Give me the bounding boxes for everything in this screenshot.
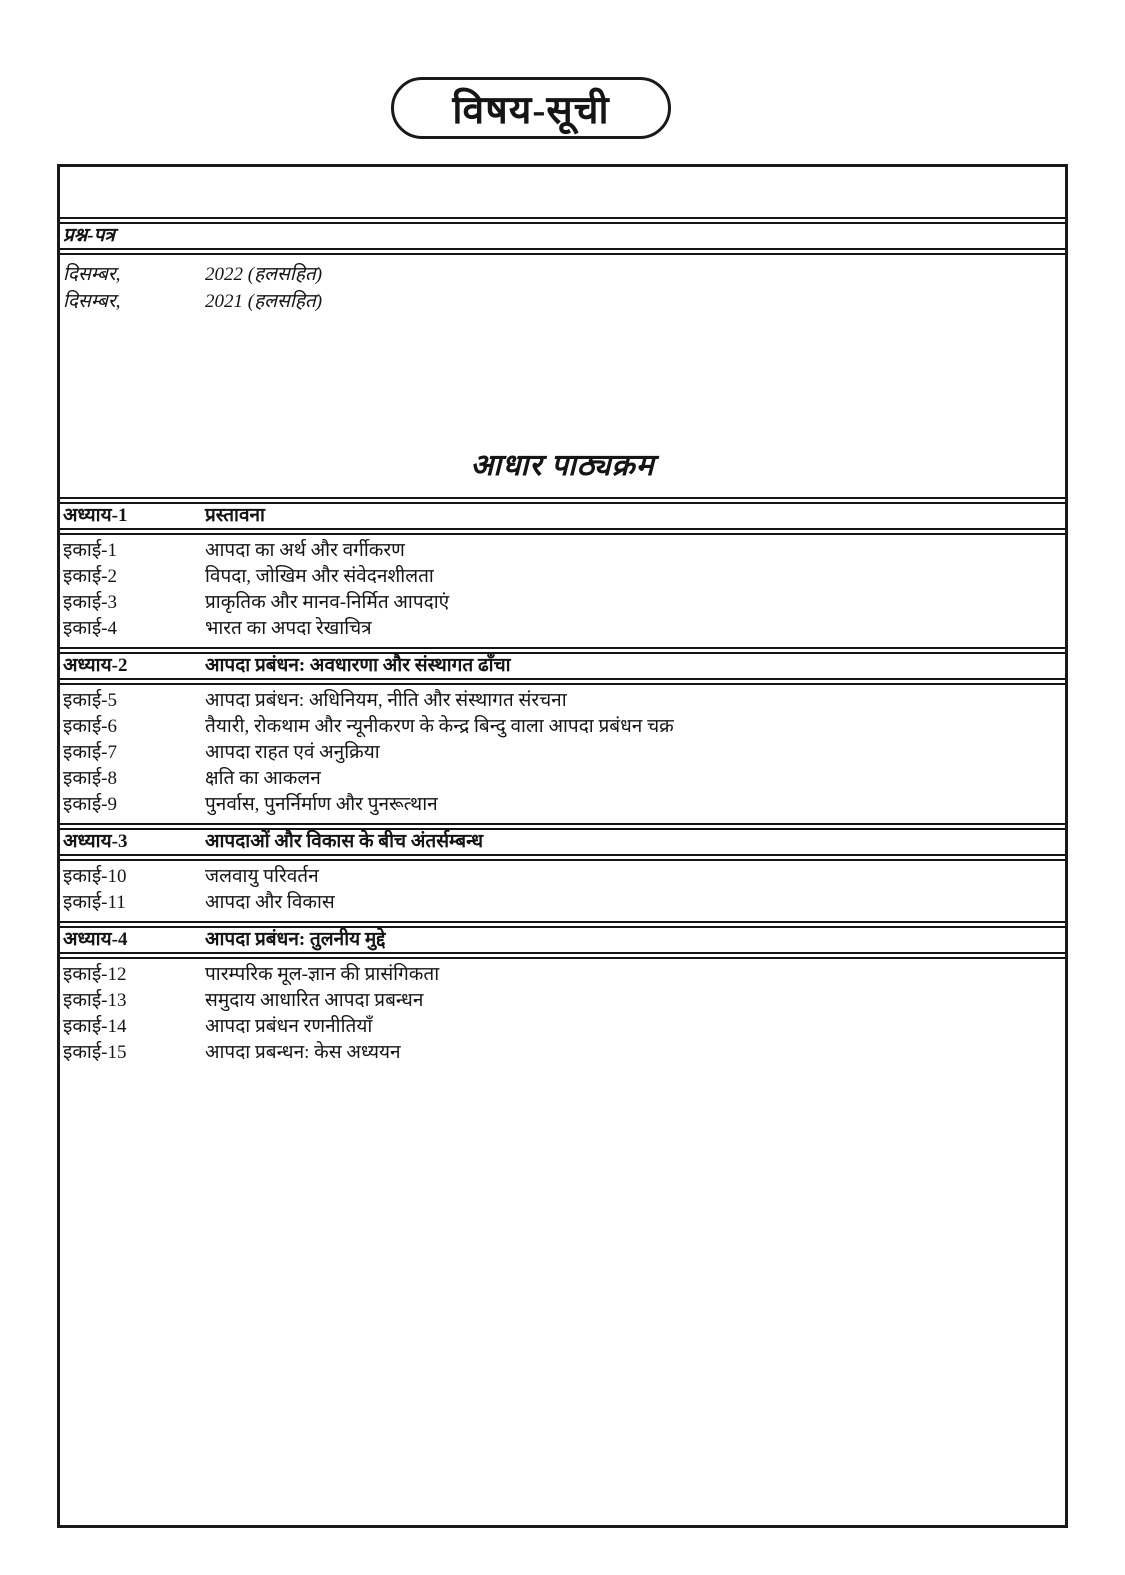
- unit-number: इकाई-2: [63, 566, 117, 587]
- unit-row: [60, 740, 1065, 766]
- paper-year-value: 2022 (हलसहित): [205, 264, 323, 285]
- unit-number: इकाई-6: [63, 716, 117, 737]
- chapter-number: अध्याय-1: [63, 505, 128, 526]
- unit-list: [60, 959, 1065, 1071]
- unit-title: जलवायु परिवर्तन: [205, 866, 319, 887]
- paper-year-value: 2021 (हलसहित): [205, 291, 323, 312]
- unit-title: विपदा, जोखिम और संवेदनशीलता: [205, 566, 434, 587]
- unit-row: [60, 962, 1065, 988]
- unit-number: इकाई-12: [63, 964, 127, 985]
- course-heading: आधार पाठ्यक्रम: [470, 449, 655, 482]
- unit-list: [60, 861, 1065, 921]
- unit-number: इकाई-13: [63, 990, 127, 1011]
- unit-row: [60, 1040, 1065, 1066]
- unit-title: भारत का अपदा रेखाचित्र: [205, 618, 372, 639]
- unit-title: आपदा और विकास: [205, 892, 335, 913]
- paper-month-label: दिसम्बर,: [63, 291, 121, 312]
- unit-number: इकाई-5: [63, 690, 117, 711]
- chapter-title: आपदा प्रबंधन: अवधारणा और संस्थागत ढाँचा: [205, 655, 511, 676]
- unit-row: [60, 714, 1065, 740]
- unit-row: [60, 766, 1065, 792]
- unit-number: इकाई-9: [63, 794, 117, 815]
- contents-box: [57, 164, 1068, 1528]
- chapter-number: अध्याय-2: [63, 655, 128, 676]
- chapter-section: [60, 921, 1065, 1071]
- unit-row: [60, 1014, 1065, 1040]
- chapter-title: आपदाओं और विकास के बीच अंतर्सम्बन्ध: [205, 831, 484, 852]
- unit-row: [60, 988, 1065, 1014]
- chapter-title: आपदा प्रबंधन: तुलनीय मुद्दे: [205, 929, 386, 950]
- page-title-badge: [391, 77, 671, 139]
- double-rule: [60, 528, 1065, 535]
- empty-header-band: [60, 167, 1065, 217]
- unit-title: पुनर्वास, पुनर्निर्माण और पुनरूत्थान: [205, 794, 438, 815]
- double-rule: [60, 952, 1065, 959]
- unit-number: इकाई-14: [63, 1016, 127, 1037]
- unit-number: इकाई-4: [63, 618, 117, 639]
- unit-row: [60, 890, 1065, 916]
- chapter-header-row: [60, 830, 1065, 854]
- unit-row: [60, 688, 1065, 714]
- question-papers-header: प्रश्न-पत्र: [63, 225, 115, 246]
- question-papers-list: [60, 255, 1065, 315]
- double-rule: [60, 854, 1065, 861]
- unit-title: आपदा प्रबंधन: अधिनियम, नीति और संस्थागत संरचना: [205, 690, 567, 711]
- chapter-header-row: [60, 504, 1065, 528]
- double-rule: [60, 248, 1065, 255]
- unit-number: इकाई-7: [63, 742, 117, 763]
- unit-list: [60, 685, 1065, 823]
- unit-number: इकाई-8: [63, 768, 117, 789]
- unit-title: प्राकृतिक और मानव-निर्मित आपदाएं: [205, 592, 450, 613]
- chapter-title: प्रस्तावना: [205, 505, 265, 526]
- double-rule: [60, 497, 1065, 504]
- chapter-header-row: [60, 928, 1065, 952]
- unit-row: [60, 864, 1065, 890]
- chapters-list: [60, 497, 1065, 1071]
- chapter-header-row: [60, 654, 1065, 678]
- paper-month-label: दिसम्बर,: [63, 264, 121, 285]
- unit-title: आपदा प्रबन्धन: केस अध्ययन: [205, 1042, 401, 1063]
- unit-row: [60, 616, 1065, 642]
- unit-number: इकाई-11: [63, 892, 126, 913]
- unit-title: क्षति का आकलन: [205, 768, 321, 789]
- chapter-number: अध्याय-3: [63, 831, 128, 852]
- page-title: विषय-सूची: [452, 88, 610, 132]
- unit-title: आपदा का अर्थ और वर्गीकरण: [205, 540, 405, 561]
- unit-title: आपदा प्रबंधन रणनीतियाँ: [205, 1016, 373, 1037]
- unit-title: आपदा राहत एवं अनुक्रिया: [205, 742, 380, 763]
- unit-title: पारम्परिक मूल-ज्ञान की प्रासंगिकता: [205, 964, 440, 985]
- unit-number: इकाई-3: [63, 592, 117, 613]
- unit-title: समुदाय आधारित आपदा प्रबन्धन: [205, 990, 424, 1011]
- chapter-number: अध्याय-4: [63, 929, 128, 950]
- unit-row: [60, 590, 1065, 616]
- double-rule: [60, 647, 1065, 654]
- unit-row: [60, 538, 1065, 564]
- chapter-section: [60, 823, 1065, 921]
- double-rule: [60, 823, 1065, 830]
- chapter-section: [60, 497, 1065, 647]
- unit-row: [60, 564, 1065, 590]
- question-paper-row: [60, 288, 1065, 315]
- unit-number: इकाई-15: [63, 1042, 127, 1063]
- double-rule: [60, 678, 1065, 685]
- double-rule: [60, 217, 1065, 224]
- unit-number: इकाई-10: [63, 866, 127, 887]
- double-rule: [60, 921, 1065, 928]
- unit-list: [60, 535, 1065, 647]
- question-paper-row: [60, 261, 1065, 288]
- unit-number: इकाई-1: [63, 540, 117, 561]
- unit-title: तैयारी, रोकथाम और न्यूनीकरण के केन्द्र बिन्दु वाला आपदा प्रबंधन चक्र: [205, 716, 674, 737]
- chapter-section: [60, 647, 1065, 823]
- unit-row: [60, 792, 1065, 818]
